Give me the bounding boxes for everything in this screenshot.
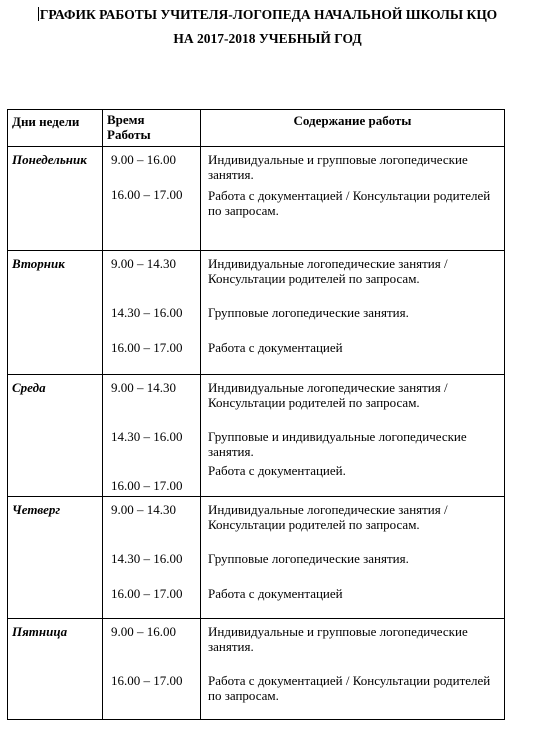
content-slot: Групповые логопедические занятия. [208, 305, 409, 320]
content-slot: Работа с документацией [208, 586, 343, 601]
content-slot: Работа с документацией / Консультации родителей по запросам. [208, 188, 491, 218]
day-cell: Пятница [8, 619, 103, 720]
table-row [8, 375, 505, 497]
content-slot: Индивидуальные и групповые логопедические занятия. [208, 624, 468, 654]
time-slot: 9.00 – 16.00 [111, 624, 176, 639]
title-line-1: ГРАФИК РАБОТЫ УЧИТЕЛЯ-ЛОГОПЕДА НАЧАЛЬНОЙ ШКОЛЫ КЦО [39, 7, 498, 22]
time-slot: 9.00 – 16.00 [111, 152, 176, 167]
day-cell: Среда [8, 375, 103, 497]
content-slot: Индивидуальные логопедические занятия / Консультации родителей по запросам. [208, 380, 448, 410]
document-subtitle: НА 2017-2018 УЧЕБНЫЙ ГОД [173, 31, 362, 46]
time-slot: 16.00 – 17.00 [111, 586, 183, 601]
schedule-table [7, 109, 505, 720]
time-slot: 9.00 – 14.30 [111, 256, 176, 271]
content-cell [201, 251, 505, 375]
table-row [8, 147, 505, 251]
day-cell: Четверг [8, 497, 103, 619]
content-cell [201, 147, 505, 251]
time-slot: 16.00 – 17.00 [111, 673, 183, 688]
header-time [103, 110, 201, 147]
header-time-line-2: Работы [107, 127, 151, 142]
day-cell: Вторник [8, 251, 103, 375]
header-day: Дни недели [8, 110, 103, 147]
content-slot: Работа с документацией [208, 340, 343, 355]
document-title [0, 7, 535, 23]
time-cell [103, 619, 201, 720]
text-cursor [38, 7, 39, 21]
time-cell [103, 147, 201, 251]
content-cell [201, 375, 505, 497]
content-slot: Работа с документацией / Консультации родителей по запросам. [208, 673, 491, 703]
time-slot: 14.30 – 16.00 [111, 551, 183, 566]
time-slot: 9.00 – 14.30 [111, 380, 176, 395]
header-content: Содержание работы [201, 110, 505, 147]
time-slot: 14.30 – 16.00 [111, 429, 183, 444]
time-slot: 16.00 – 17.00 [111, 478, 183, 493]
time-slot: 16.00 – 17.00 [111, 187, 183, 202]
content-slot: Индивидуальные и групповые логопедические занятия. [208, 152, 468, 182]
time-slot: 16.00 – 17.00 [111, 340, 183, 355]
content-slot: Индивидуальные логопедические занятия / Консультации родителей по запросам. [208, 256, 448, 286]
day-cell: Понедельник [8, 147, 103, 251]
time-slot: 14.30 – 16.00 [111, 305, 183, 320]
table-row [8, 619, 505, 720]
time-cell [103, 251, 201, 375]
time-slot: 9.00 – 14.30 [111, 502, 176, 517]
time-cell [103, 375, 201, 497]
content-slot: Групповые логопедические занятия. [208, 551, 409, 566]
table-row [8, 497, 505, 619]
table-header-row [8, 110, 505, 147]
content-slot: Групповые и индивидуальные логопедические занятия. [208, 429, 467, 459]
content-slot: Работа с документацией. [208, 463, 346, 478]
content-cell [201, 619, 505, 720]
header-time-line-1: Время [107, 112, 145, 127]
time-cell [103, 497, 201, 619]
content-slot: Индивидуальные логопедические занятия / Консультации родителей по запросам. [208, 502, 448, 532]
content-cell [201, 497, 505, 619]
table-row [8, 251, 505, 375]
